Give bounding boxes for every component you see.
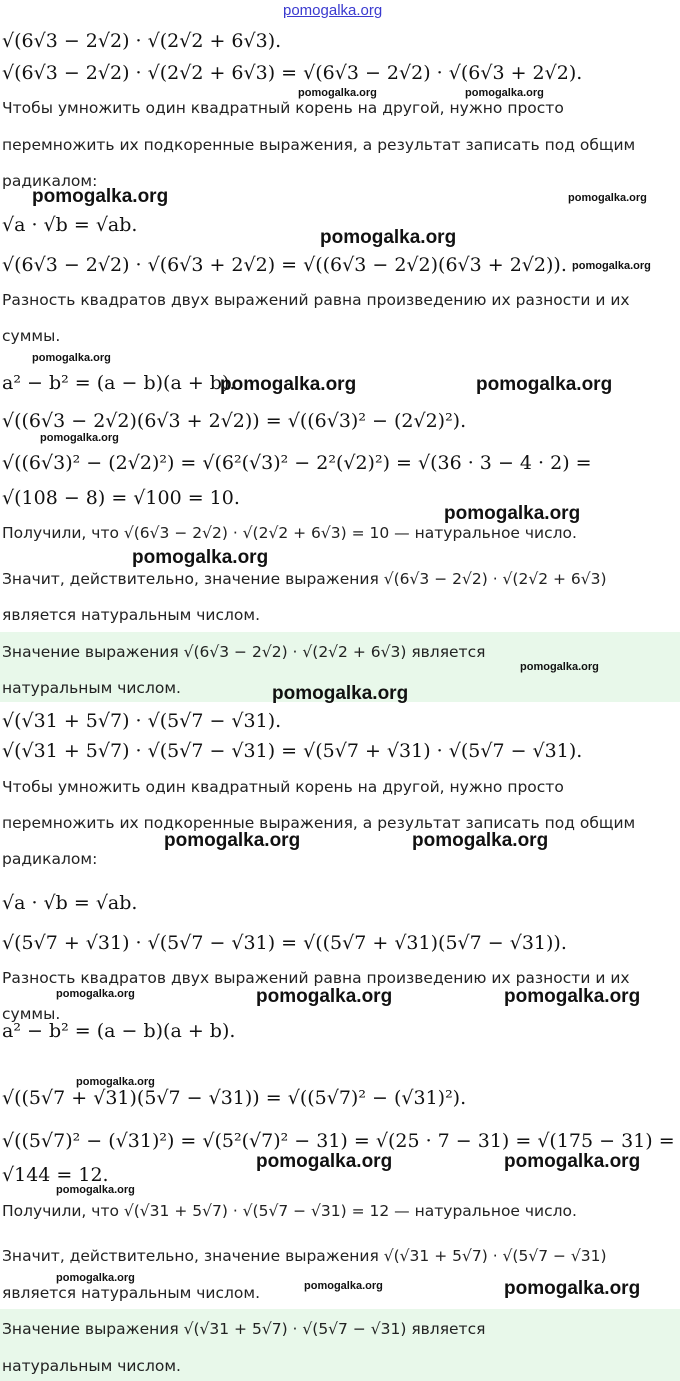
formula-line: √a · √b = √ab. bbox=[2, 892, 138, 914]
explanation-text: перемножить их подкоренные выражения, а результат записать под общим bbox=[2, 136, 636, 154]
conclusion-text: Получили, что √(√31 + 5√7) · √(5√7 − √31) = 12 — натуральное число. bbox=[2, 1202, 577, 1220]
equation-line: √(108 − 8) = √100 = 10. bbox=[2, 487, 240, 509]
formula-line: a² − b² = (a − b)(a + b). bbox=[2, 1020, 236, 1042]
watermark: pomogalka.org bbox=[444, 503, 581, 524]
watermark: pomogalka.org bbox=[256, 986, 393, 1007]
conclusion-text: Значит, действительно, значение выражения √(6√3 − 2√2) · √(2√2 + 6√3) bbox=[2, 570, 607, 588]
watermark: pomogalka.org bbox=[520, 661, 599, 673]
watermark: pomogalka.org bbox=[568, 192, 647, 204]
watermark: pomogalka.org bbox=[504, 1278, 641, 1299]
watermark: pomogalka.org bbox=[272, 683, 409, 704]
equation-line: √((6√3 − 2√2)(6√3 + 2√2)) = √((6√3)² − (2√2)²). bbox=[2, 410, 467, 432]
explanation-text: радикалом: bbox=[2, 172, 98, 190]
watermark: pomogalka.org bbox=[298, 87, 377, 99]
explanation-text: Разность квадратов двух выражений равна произведению их разности и их bbox=[2, 291, 630, 309]
equation-line: √((6√3)² − (2√2)²) = √(6²(√3)² − 2²(√2)²) = √(36 · 3 − 4 · 2) = bbox=[2, 452, 592, 474]
equation-line: √((5√7)² − (√31)²) = √(5²(√7)² − 31) = √(25 · 7 − 31) = √(175 − 31) = bbox=[2, 1130, 675, 1152]
watermark: pomogalka.org bbox=[504, 1151, 641, 1172]
answer-text: Значение выражения √(√31 + 5√7) · √(5√7 − √31) является bbox=[2, 1320, 486, 1338]
watermark: pomogalka.org bbox=[76, 1076, 155, 1088]
explanation-text: суммы. bbox=[2, 1005, 61, 1023]
watermark: pomogalka.org bbox=[504, 986, 641, 1007]
equation-line: √(6√3 − 2√2) · √(6√3 + 2√2) = √((6√3 − 2√2)(6√3 + 2√2)). bbox=[2, 254, 567, 276]
answer-text: натуральным числом. bbox=[2, 679, 181, 697]
watermark: pomogalka.org bbox=[32, 186, 169, 207]
watermark: pomogalka.org bbox=[256, 1151, 393, 1172]
formula-line: √a · √b = √ab. bbox=[2, 214, 138, 236]
watermark: pomogalka.org bbox=[164, 830, 301, 851]
watermark: pomogalka.org bbox=[320, 227, 457, 248]
watermark: pomogalka.org bbox=[476, 374, 613, 395]
watermark: pomogalka.org bbox=[304, 1280, 383, 1292]
explanation-text: суммы. bbox=[2, 327, 61, 345]
answer-text: натуральным числом. bbox=[2, 1357, 181, 1375]
expression-line: √(√31 + 5√7) · √(5√7 − √31). bbox=[2, 710, 282, 732]
expression-line: √(6√3 − 2√2) · √(2√2 + 6√3). bbox=[2, 30, 282, 52]
watermark: pomogalka.org bbox=[56, 988, 135, 1000]
explanation-text: Чтобы умножить один квадратный корень на другой, нужно просто bbox=[2, 99, 564, 117]
conclusion-text: является натуральным числом. bbox=[2, 1284, 260, 1302]
watermark: pomogalka.org bbox=[56, 1184, 135, 1196]
explanation-text: Чтобы умножить один квадратный корень на другой, нужно просто bbox=[2, 778, 564, 796]
conclusion-text: Значит, действительно, значение выражения √(√31 + 5√7) · √(5√7 − √31) bbox=[2, 1247, 607, 1265]
equation-line: √(5√7 + √31) · √(5√7 − √31) = √((5√7 + √31)(5√7 − √31)). bbox=[2, 932, 567, 954]
explanation-text: перемножить их подкоренные выражения, а результат записать под общим bbox=[2, 814, 636, 832]
equation-line: √(6√3 − 2√2) · √(2√2 + 6√3) = √(6√3 − 2√2) · √(6√3 + 2√2). bbox=[2, 62, 583, 84]
watermark: pomogalka.org bbox=[465, 87, 544, 99]
answer-text: Значение выражения √(6√3 − 2√2) · √(2√2 + 6√3) является bbox=[2, 643, 486, 661]
conclusion-text: является натуральным числом. bbox=[2, 606, 260, 624]
watermark: pomogalka.org bbox=[220, 374, 357, 395]
watermark: pomogalka.org bbox=[40, 432, 119, 444]
watermark: pomogalka.org bbox=[32, 352, 111, 364]
formula-line: a² − b² = (a − b)(a + b). bbox=[2, 372, 236, 394]
explanation-text: Разность квадратов двух выражений равна произведению их разности и их bbox=[2, 969, 630, 987]
watermark: pomogalka.org bbox=[56, 1272, 135, 1284]
equation-line: √144 = 12. bbox=[2, 1164, 109, 1186]
watermark: pomogalka.org bbox=[132, 547, 269, 568]
equation-line: √(√31 + 5√7) · √(5√7 − √31) = √(5√7 + √31) · √(5√7 − √31). bbox=[2, 740, 583, 762]
watermark-top-link[interactable]: pomogalka.org bbox=[283, 2, 383, 19]
explanation-text: радикалом: bbox=[2, 850, 98, 868]
conclusion-text: Получили, что √(6√3 − 2√2) · √(2√2 + 6√3) = 10 — натуральное число. bbox=[2, 524, 577, 542]
watermark: pomogalka.org bbox=[412, 830, 549, 851]
equation-line: √((5√7 + √31)(5√7 − √31)) = √((5√7)² − (√31)²). bbox=[2, 1087, 467, 1109]
watermark: pomogalka.org bbox=[572, 260, 651, 272]
